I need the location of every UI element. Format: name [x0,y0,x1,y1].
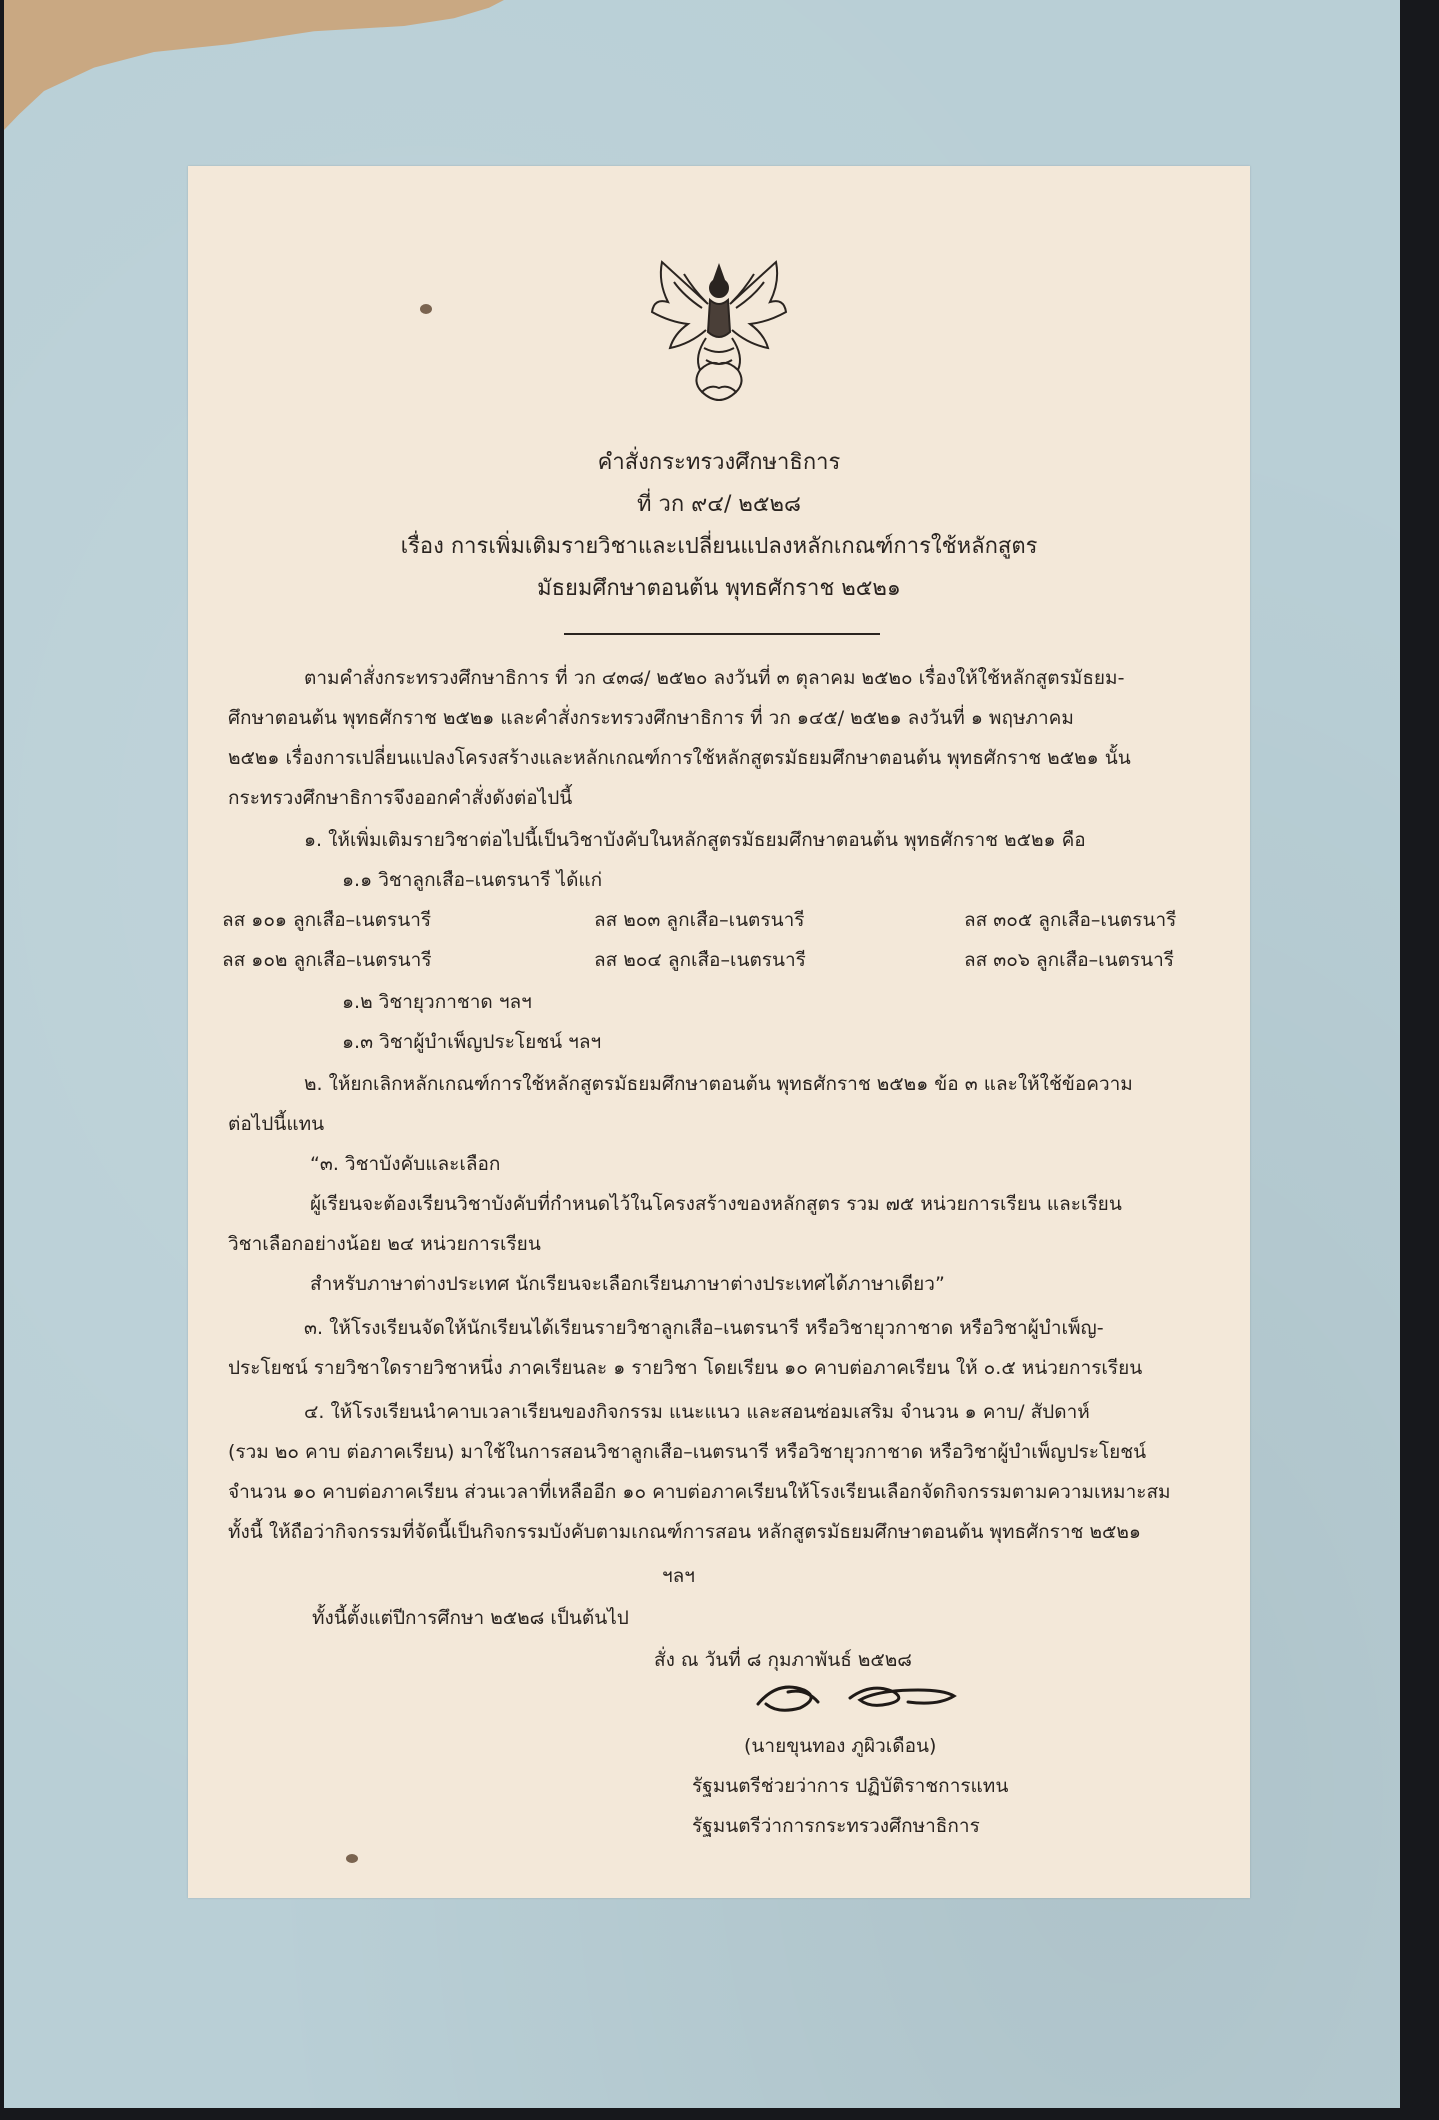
item-4-line-1: ๔. ให้โรงเรียนนำคาบเวลาเรียนของกิจกรรม แนะแนว และสอนซ่อมเสริม จำนวน ๑ คาบ/ สัปดาห์ [304,1401,1090,1423]
book-back-cover [4,0,1400,2108]
item-1-1: ๑.๑ วิชาลูกเสือ–เนตรนารี ได้แก่ [342,869,603,891]
course-102: ลส ๑๐๒ ลูกเสือ–เนตรนารี [222,949,432,971]
heading-divider [564,633,880,635]
worn-corner [4,0,504,130]
order-number: ที่ วก ๙๔/ ๒๕๒๘ [637,492,801,517]
order-heading: คำสั่งกระทรวงศึกษาธิการ [597,450,841,475]
paper-spot [420,304,432,314]
subject-line-1: เรื่อง การเพิ่มเติมรายวิชาและเปลี่ยนแปลงหลักเกณฑ์การใช้หลักสูตร [400,534,1038,559]
item-3-line-2: ประโยชน์ รายวิชาใดรายวิชาหนึ่ง ภาคเรียนละ ๑ รายวิชา โดยเรียน ๑๐ คาบต่อภาคเรียน ให้ ๐.๕ หน่วยการเรียน [228,1357,1143,1379]
garuda-emblem-icon [644,252,794,412]
quote-line-3: วิชาเลือกอย่างน้อย ๒๔ หน่วยการเรียน [228,1233,541,1255]
intro-line-2: ศึกษาตอนต้น พุทธศักราช ๒๕๒๑ และคำสั่งกระทรวงศึกษาธิการ ที่ วก ๑๔๕/ ๒๕๒๑ ลงวันที่ ๑ พฤษภาคม [228,707,1074,729]
item-2-line-2: ต่อไปนี้แทน [228,1113,325,1135]
signer-title-1: รัฐมนตรีช่วยว่าการ ปฏิบัติราชการแทน [692,1775,1009,1797]
item-1: ๑. ให้เพิ่มเติมรายวิชาต่อไปนี้เป็นวิชาบังคับในหลักสูตรมัธยมศึกษาตอนต้น พุทธศักราช ๒๕๒๑ คือ [304,829,1086,851]
quote-line-4: สำหรับภาษาต่างประเทศ นักเรียนจะเลือกเรียนภาษาต่างประเทศได้ภาษาเดียว” [310,1273,945,1295]
quote-line-2: ผู้เรียนจะต้องเรียนวิชาบังคับที่กำหนดไว้ในโครงสร้างของหลักสูตร รวม ๗๕ หน่วยการเรียน และเรียน [310,1193,1122,1215]
item-4-line-2: (รวม ๒๐ คาบ ต่อภาคเรียน) มาใช้ในการสอนวิชาลูกเสือ–เนตรนารี หรือวิชายุวกาชาด หรือวิชาผู้บำเพ็ญประโยชน์ [228,1441,1147,1463]
item-1-2: ๑.๒ วิชายุวกาชาด ฯลฯ [342,991,532,1013]
signer-name: (นายขุนทอง ภูผิวเดือน) [744,1735,937,1757]
item-3-line-1: ๓. ให้โรงเรียนจัดให้นักเรียนได้เรียนรายวิชาลูกเสือ–เนตรนารี หรือวิชายุวกาชาด หรือวิชาผู้บำเพ็ญ- [304,1317,1104,1339]
item-4-line-4: ทั้งนี้ ให้ถือว่ากิจกรรมที่จัดนี้เป็นกิจกรรมบังคับตามเกณฑ์การสอน หลักสูตรมัธยมศึกษาตอนต้น พุทธศักราช ๒๕๒๑ [228,1521,1141,1543]
course-204: ลส ๒๐๔ ลูกเสือ–เนตรนารี [594,949,806,971]
item-1-3: ๑.๓ วิชาผู้บำเพ็ญประโยชน์ ฯลฯ [342,1031,602,1053]
course-203: ลส ๒๐๓ ลูกเสือ–เนตรนารี [594,909,805,931]
intro-line-1: ตามคำสั่งกระทรวงศึกษาธิการ ที่ วก ๔๓๘/ ๒๕๒๐ ลงวันที่ ๓ ตุลาคม ๒๕๒๐ เรื่องให้ใช้หลักสูตรมัธยม- [304,667,1125,689]
course-101: ลส ๑๐๑ ลูกเสือ–เนตรนารี [222,909,432,931]
issue-date: สั่ง ณ วันที่ ๘ กุมภาพันธ์ ๒๕๒๘ [654,1649,912,1671]
quote-line-1: “๓. วิชาบังคับและเลือก [310,1153,501,1175]
item-4-line-3: จำนวน ๑๐ คาบต่อภาคเรียน ส่วนเวลาที่เหลืออีก ๑๐ คาบต่อภาคเรียนให้โรงเรียนเลือกจัดกิจกรรมตามความเหมาะสม [228,1481,1171,1503]
etc-mark: ฯลฯ [662,1565,695,1587]
item-2-line-1: ๒. ให้ยกเลิกหลักเกณฑ์การใช้หลักสูตรมัธยมศึกษาตอนต้น พุทธศักราช ๒๕๒๑ ข้อ ๓ และให้ใช้ข้อความ [304,1073,1133,1095]
signature-icon [748,1668,968,1718]
signer-title-2: รัฐมนตรีว่าการกระทรวงศึกษาธิการ [692,1815,980,1837]
intro-line-3: ๒๕๒๑ เรื่องการเปลี่ยนแปลงโครงสร้างและหลักเกณฑ์การใช้หลักสูตรมัธยมศึกษาตอนต้น พุทธศักราช ๒๕๒๑ นั้น [228,747,1131,769]
effective-date: ทั้งนี้ตั้งแต่ปีการศึกษา ๒๕๒๘ เป็นต้นไป [312,1607,629,1629]
subject-line-2: มัธยมศึกษาตอนต้น พุทธศักราช ๒๕๒๑ [537,576,901,601]
course-305: ลส ๓๐๕ ลูกเสือ–เนตรนารี [964,909,1177,931]
paper-spot [346,1854,358,1863]
course-306: ลส ๓๐๖ ลูกเสือ–เนตรนารี [964,949,1175,971]
intro-line-4: กระทรวงศึกษาธิการจึงออกคำสั่งดังต่อไปนี้ [228,787,573,809]
document-page [188,166,1250,1898]
